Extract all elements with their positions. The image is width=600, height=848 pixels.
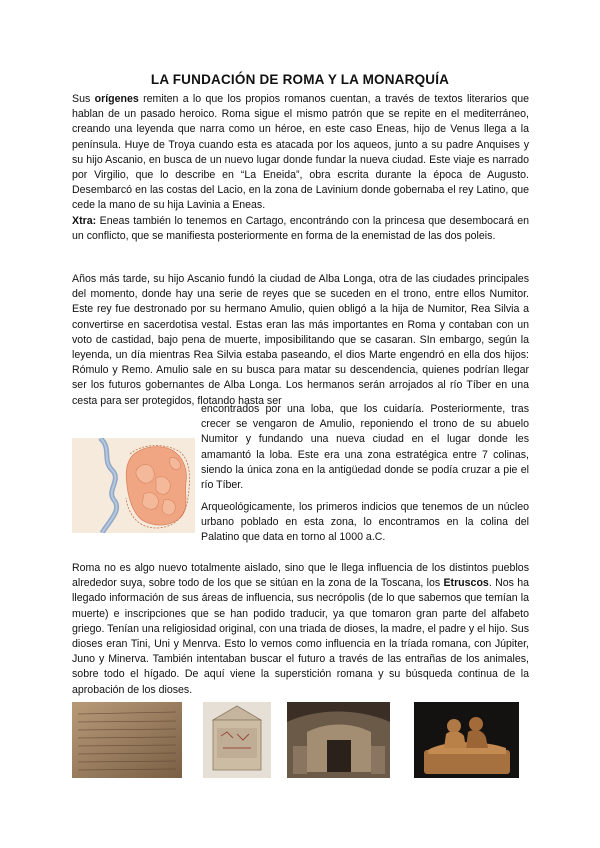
- etruscan-tomb-photo: [287, 702, 390, 778]
- paragraph-origins: [72, 92, 529, 244]
- etruscan-inscription-photo: [72, 702, 182, 778]
- paragraph-wolf: encontrados por una loba, que los cuidaría. Posteriormente, tras crecer se vengaron de Amulio, reponiendo el trono de su abuelo Numitor y fundando una nueva ciudad en el lugar donde les amamantó la loba. Este era una zona estratégica entre 7 colinas, siendo la única zona en la antigüedad donde se podía cruzar a pie el río Tíber.: [201, 403, 529, 492]
- origins-text: remiten a lo que los propios romanos cuentan, a través de textos literarios que hablan de un pasado heroico. Roma sigue el mismo patrón que se repite en el mediterráneo, creando una leyenda que narra como un héroe, en este caso Eneas, hijo de Venus llega a la península. Huye de Troya cuando esta es atacada por los aqueos, junto a su padre Anquises y su hijo Ascanio, en busca de un nuevo lugar donde fundar la nueva ciudad. Este viaje es narrado por Virgilio, que lo describe en “La Eneida”, obra escrita durante la época de Augusto. Desembarcó en las costas del Lacio, en la zona de Lavinium donde gobernaba el rey Latino, que cede la mano de su hija Lavinia a Eneas.: [72, 93, 529, 212]
- xtra-text: Eneas también lo tenemos en Cartago, encontrándo con la princesa que desembocará en un conflicto, que se manifiesta posteriormente en forma de la enemistad de las dos poleis.: [72, 214, 529, 242]
- xtra-label: Xtra:: [72, 214, 97, 227]
- paragraph-archaeology: Arqueológicamente, los primeros indicios que tenemos de un núcleo urbano poblado en esta zona, lo encontramos en la colina del Palatino que data en torno al 1000 a.C.: [201, 501, 529, 544]
- rome-hills-map-image: [72, 438, 195, 533]
- etruscans-text-a: Roma no es algo nuevo totalmente aislado, sino que le llega influencia de los distintos pueblos alrededor suya, sobre todo de los que se sitúan en la zona de la Toscana, los: [72, 562, 529, 590]
- paragraph-ascanio: Años más tarde, su hijo Ascanio fundó la ciudad de Alba Longa, otra de las ciudades principales del momento, donde hay una serie de reyes que se suceden en el trono, entre ellos Numitor. Este rey fue destronado por su hermano Amulio, quien obligó a la hija de Numitor, Rea Silvia a convertirse en sacerdotisa vestal. Estas eran las más importantes en Roma y contaban con un voto de castidad, bajo pena de muerte, imposibilitando que se casaran. SIn embargo, según la leyenda, un día mientras Rea Silvia estaba paseando, el dios Marte engendró en ella dos hijos: Rómulo y Remo. Amulio sale en su busca para matar su descendencia, quienes podrían llegar ser los futuros gobernantes de Alba Longa. Los hermanos serán arrojados al río Tíber en una cesta para ser protegidos, flotando hasta ser: [72, 273, 529, 407]
- etruscan-urn-photo: [203, 702, 271, 778]
- origins-keyword: orígenes: [94, 93, 139, 105]
- paragraph-etruscans: [72, 561, 529, 698]
- origins-lead: Sus: [72, 93, 91, 105]
- page-title: LA FUNDACIÓN DE ROMA Y LA MONARQUÍA: [150, 72, 450, 87]
- etruscans-text-b: . Nos ha llegado información de sus áreas de influencia, sus necrópolis (de lo que sabemos que temían la muerte) e inscripciones que se han podido traducir, ya que tomaron gran parte del alfabeto griego. Tenían una religiosidad original, con una triada de dioses, la madre, el padre y el hijo. Sus dioses eran Tini, Uni y Menrva. Esto lo vemos como influencia en la tríada romana, con Júpiter, Juno y Minerva. También intentaban buscar el futuro a través de las entrañas de los animales, sobre todo el hígado. De aquí viene la superstición romana y su búsqueda continua de la aprobación de los dioses.: [72, 577, 530, 696]
- sarcophagus-of-the-spouses-photo: [414, 702, 519, 778]
- etruscans-keyword: Etruscos: [443, 577, 489, 590]
